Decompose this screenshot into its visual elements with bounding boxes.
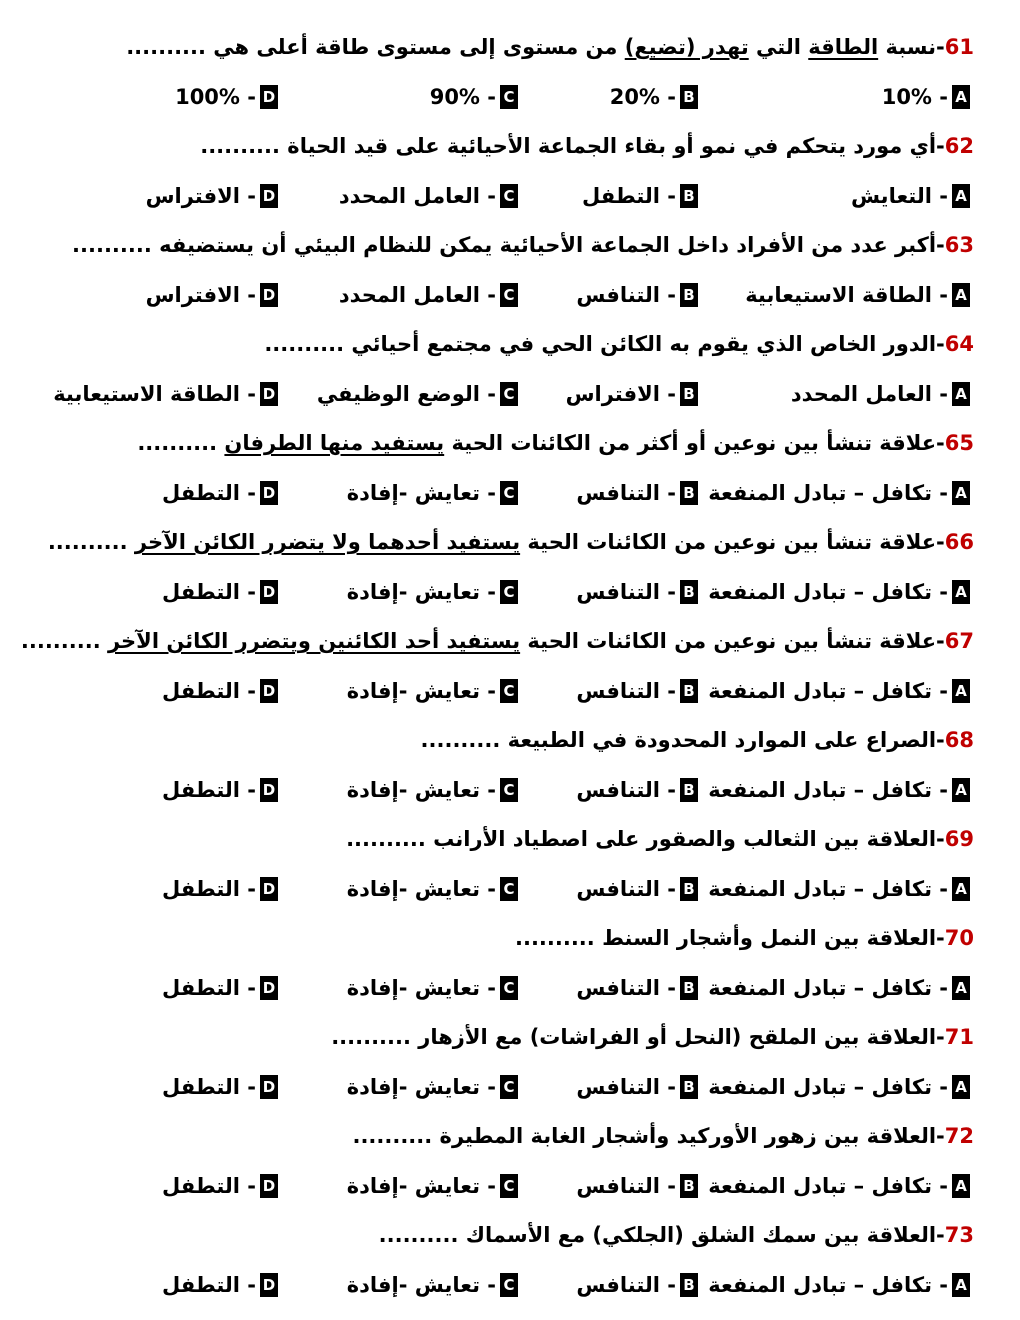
option-b[interactable] (576, 671, 698, 711)
option-c[interactable] (317, 374, 518, 414)
question-number: 61 (944, 35, 974, 59)
option-text: - التطفل (162, 778, 256, 802)
option-text: - العامل المحدد (790, 382, 948, 406)
question-62 (40, 126, 974, 166)
option-d[interactable] (146, 176, 278, 216)
option-c[interactable] (339, 275, 518, 315)
option-letter-badge: C (500, 283, 518, 307)
option-b[interactable] (576, 869, 698, 909)
option-text: - تكافل – تبادل المنفعة (708, 580, 948, 604)
question-text: التي (748, 35, 809, 59)
option-letter-badge: D (260, 679, 278, 703)
question-number: 71 (944, 1025, 974, 1049)
option-letter-badge: D (260, 1174, 278, 1198)
option-text: - تعايش -إفادة (346, 1174, 496, 1198)
option-text: - تكافل – تبادل المنفعة (708, 1075, 948, 1099)
option-text: - الافتراس (565, 382, 676, 406)
question-number: 64 (944, 332, 974, 356)
option-d[interactable] (162, 968, 278, 1008)
option-d[interactable] (146, 275, 278, 315)
options-row (0, 275, 1020, 315)
option-text: - تكافل – تبادل المنفعة (708, 1273, 948, 1297)
option-d[interactable] (53, 374, 278, 414)
option-text: - تعايش -إفادة (346, 877, 496, 901)
option-text: - 10% (881, 85, 948, 109)
option-letter-badge: A (952, 976, 970, 1000)
option-c[interactable] (430, 77, 518, 117)
option-d[interactable] (162, 671, 278, 711)
option-b[interactable] (576, 770, 698, 810)
option-text: - التنافس (576, 283, 676, 307)
question-63 (40, 225, 974, 265)
option-letter-badge: C (500, 1273, 518, 1297)
option-text: - تكافل – تبادل المنفعة (708, 877, 948, 901)
question-68 (40, 720, 974, 760)
option-a[interactable] (708, 770, 970, 810)
options-row (0, 176, 1020, 216)
option-text: - التنافس (576, 580, 676, 604)
option-d[interactable] (162, 1166, 278, 1206)
underlined-phrase: يستفيد أحد الكائنين ويتضرر الكائن الآخر (107, 629, 521, 653)
option-letter-badge: D (260, 184, 278, 208)
option-a[interactable] (851, 176, 970, 216)
option-text: - 100% (175, 85, 256, 109)
question-text: -العلاقة بين الثعالب والصقور على اصطياد الأرانب .......... (346, 827, 945, 851)
question-text: -العلاقة بين سمك الشلق (الجلكي) مع الأسماك .......... (378, 1223, 945, 1247)
option-b[interactable] (610, 77, 698, 117)
question-61 (40, 27, 974, 67)
underlined-phrase: يستفيد أحدهما ولا يتضرر الكائن الآخر (134, 530, 521, 554)
options-row (0, 869, 1020, 909)
option-d[interactable] (162, 572, 278, 612)
options-row (0, 1166, 1020, 1206)
question-text: -أي مورد يتحكم في نمو أو بقاء الجماعة الأحيائية على قيد الحياة .......... (200, 134, 945, 158)
question-71 (40, 1017, 974, 1057)
option-letter-badge: C (500, 778, 518, 802)
option-letter-badge: C (500, 85, 518, 109)
option-letter-badge: B (680, 580, 698, 604)
option-letter-badge: C (500, 580, 518, 604)
question-text: -العلاقة بين الملقح (النحل أو الفراشات) مع الأزهار .......... (331, 1025, 945, 1049)
option-a[interactable] (745, 275, 970, 315)
option-letter-badge: C (500, 976, 518, 1000)
option-text: - التطفل (162, 481, 256, 505)
option-letter-badge: D (260, 976, 278, 1000)
question-65 (40, 423, 974, 463)
option-letter-badge: D (260, 481, 278, 505)
option-a[interactable] (708, 869, 970, 909)
option-letter-badge: A (952, 1273, 970, 1297)
option-c[interactable] (347, 473, 518, 513)
option-d[interactable] (162, 770, 278, 810)
option-d[interactable] (175, 77, 278, 117)
question-number: 66 (944, 530, 974, 554)
option-letter-badge: A (952, 1075, 970, 1099)
question-67 (20, 621, 974, 661)
option-letter-badge: A (952, 1174, 970, 1198)
option-text: - التطفل (162, 679, 256, 703)
option-letter-badge: B (680, 184, 698, 208)
option-letter-badge: D (260, 382, 278, 406)
option-a[interactable] (708, 968, 970, 1008)
option-b[interactable] (576, 473, 698, 513)
question-text: -علاقة تنشأ بين نوعين من الكائنات الحية (520, 629, 945, 653)
option-b[interactable] (576, 1265, 698, 1305)
option-b[interactable] (576, 275, 698, 315)
option-letter-badge: A (952, 283, 970, 307)
question-text: -علاقة تنشأ بين نوعين من الكائنات الحية (520, 530, 945, 554)
options-row (0, 671, 1020, 711)
option-text: - 90% (429, 85, 496, 109)
question-text: -العلاقة بين زهور الأوركيد وأشجار الغابة المطيرة .......... (352, 1124, 945, 1148)
question-69 (40, 819, 974, 859)
option-letter-badge: A (952, 382, 970, 406)
option-text: - تعايش -إفادة (346, 1075, 496, 1099)
option-letter-badge: C (500, 679, 518, 703)
question-64 (40, 324, 974, 364)
option-a[interactable] (708, 473, 970, 513)
option-text: - تكافل – تبادل المنفعة (708, 1174, 948, 1198)
option-letter-badge: A (952, 85, 970, 109)
option-text: - تعايش -إفادة (346, 679, 496, 703)
options-row (0, 473, 1020, 513)
option-letter-badge: B (680, 1174, 698, 1198)
question-72 (40, 1116, 974, 1156)
question-number: 69 (944, 827, 974, 851)
option-d[interactable] (162, 473, 278, 513)
option-letter-badge: C (500, 1075, 518, 1099)
option-text: - التنافس (576, 877, 676, 901)
option-text: - تكافل – تبادل المنفعة (708, 976, 948, 1000)
question-number: 68 (944, 728, 974, 752)
option-text: - التطفل (162, 877, 256, 901)
option-text: - الافتراس (145, 184, 256, 208)
question-73 (40, 1215, 974, 1255)
option-c[interactable] (347, 1067, 518, 1107)
question-text: .......... (47, 530, 135, 554)
options-row (0, 572, 1020, 612)
option-c[interactable] (347, 1265, 518, 1305)
option-text: - التطفل (162, 1075, 256, 1099)
question-text: -الدور الخاص الذي يقوم به الكائن الحي في مجتمع أحيائي .......... (264, 332, 945, 356)
option-text: - الطاقة الاستيعابية (53, 382, 256, 406)
option-letter-badge: A (952, 184, 970, 208)
option-letter-badge: B (680, 976, 698, 1000)
option-c[interactable] (347, 770, 518, 810)
option-b[interactable] (582, 176, 698, 216)
option-c[interactable] (347, 869, 518, 909)
option-a[interactable] (708, 1166, 970, 1206)
option-letter-badge: B (680, 283, 698, 307)
option-letter-badge: A (952, 481, 970, 505)
option-letter-badge: D (260, 1075, 278, 1099)
question-text: من مستوى إلى مستوى طاقة أعلى هي .......... (126, 35, 625, 59)
option-b[interactable] (566, 374, 698, 414)
option-b[interactable] (576, 572, 698, 612)
option-text: - تعايش -إفادة (346, 580, 496, 604)
option-text: - تعايش -إفادة (346, 481, 496, 505)
underlined-phrase: تهدر (تضيع) (624, 35, 749, 59)
option-text: - تكافل – تبادل المنفعة (708, 679, 948, 703)
option-text: - تعايش -إفادة (346, 1273, 496, 1297)
question-number: 65 (944, 431, 974, 455)
option-letter-badge: B (680, 1273, 698, 1297)
question-number: 72 (944, 1124, 974, 1148)
question-70 (40, 918, 974, 958)
option-a[interactable] (791, 374, 970, 414)
option-a[interactable] (708, 1067, 970, 1107)
option-text: - التطفل (162, 580, 256, 604)
option-a[interactable] (708, 671, 970, 711)
option-letter-badge: B (680, 679, 698, 703)
option-c[interactable] (347, 671, 518, 711)
option-c[interactable] (347, 1166, 518, 1206)
option-b[interactable] (576, 1067, 698, 1107)
question-number: 70 (944, 926, 974, 950)
option-text: - تكافل – تبادل المنفعة (708, 481, 948, 505)
option-letter-badge: B (680, 1075, 698, 1099)
option-c[interactable] (347, 572, 518, 612)
question-text: .......... (20, 629, 108, 653)
option-c[interactable] (347, 968, 518, 1008)
option-text: - 20% (609, 85, 676, 109)
option-letter-badge: B (680, 481, 698, 505)
option-letter-badge: B (680, 382, 698, 406)
option-letter-badge: D (260, 1273, 278, 1297)
question-text: -الصراع على الموارد المحدودة في الطبيعة .......... (420, 728, 945, 752)
option-text: - العامل المحدد (338, 184, 496, 208)
option-a[interactable] (708, 1265, 970, 1305)
option-letter-badge: B (680, 85, 698, 109)
options-row (0, 968, 1020, 1008)
option-text: - التنافس (576, 1075, 676, 1099)
option-text: - التنافس (576, 1174, 676, 1198)
option-letter-badge: C (500, 1174, 518, 1198)
question-number: 73 (944, 1223, 974, 1247)
question-text: -نسبة (878, 35, 945, 59)
underlined-phrase: الطاقة (808, 35, 879, 59)
option-text: - تعايش -إفادة (346, 778, 496, 802)
option-c[interactable] (339, 176, 518, 216)
option-letter-badge: D (260, 580, 278, 604)
option-text: - التنافس (576, 778, 676, 802)
question-number: 62 (944, 134, 974, 158)
option-text: - التنافس (576, 976, 676, 1000)
option-text: - تكافل – تبادل المنفعة (708, 778, 948, 802)
option-letter-badge: D (260, 778, 278, 802)
option-letter-badge: C (500, 184, 518, 208)
option-d[interactable] (162, 869, 278, 909)
question-number: 63 (944, 233, 974, 257)
option-d[interactable] (162, 1265, 278, 1305)
question-number: 67 (944, 629, 974, 653)
options-row (0, 1265, 1020, 1305)
option-letter-badge: A (952, 580, 970, 604)
option-letter-badge: D (260, 877, 278, 901)
option-text: - الافتراس (145, 283, 256, 307)
option-letter-badge: A (952, 877, 970, 901)
option-b[interactable] (576, 968, 698, 1008)
option-letter-badge: B (680, 778, 698, 802)
options-row (0, 1067, 1020, 1107)
options-row (0, 374, 1020, 414)
option-letter-badge: A (952, 679, 970, 703)
option-text: - التطفل (162, 1174, 256, 1198)
option-letter-badge: D (260, 85, 278, 109)
option-letter-badge: C (500, 382, 518, 406)
option-text: - التطفل (582, 184, 676, 208)
option-text: - تعايش -إفادة (346, 976, 496, 1000)
option-text: - التنافس (576, 679, 676, 703)
option-letter-badge: A (952, 778, 970, 802)
option-text: - التعايش (851, 184, 948, 208)
underlined-phrase: يستفيد منها الطرفان (224, 431, 445, 455)
option-text: - التنافس (576, 1273, 676, 1297)
options-row (0, 770, 1020, 810)
option-text: - الوضع الوظيفي (316, 382, 496, 406)
option-a[interactable] (882, 77, 970, 117)
option-letter-badge: D (260, 283, 278, 307)
option-text: - التطفل (162, 976, 256, 1000)
option-d[interactable] (162, 1067, 278, 1107)
option-letter-badge: C (500, 481, 518, 505)
option-text: - الطاقة الاستيعابية (745, 283, 948, 307)
option-a[interactable] (708, 572, 970, 612)
question-text: .......... (137, 431, 225, 455)
question-text: -أكبر عدد من الأفراد داخل الجماعة الأحيائية يمكن للنظام البيئي أن يستضيفه .......... (72, 233, 945, 257)
option-letter-badge: C (500, 877, 518, 901)
option-text: - التنافس (576, 481, 676, 505)
option-b[interactable] (576, 1166, 698, 1206)
options-row (0, 77, 1020, 117)
option-text: - التطفل (162, 1273, 256, 1297)
question-text: -العلاقة بين النمل وأشجار السنط .......... (514, 926, 945, 950)
option-letter-badge: B (680, 877, 698, 901)
question-text: -علاقة تنشأ بين نوعين أو أكثر من الكائنات الحية (444, 431, 945, 455)
option-text: - العامل المحدد (338, 283, 496, 307)
question-66 (40, 522, 974, 562)
